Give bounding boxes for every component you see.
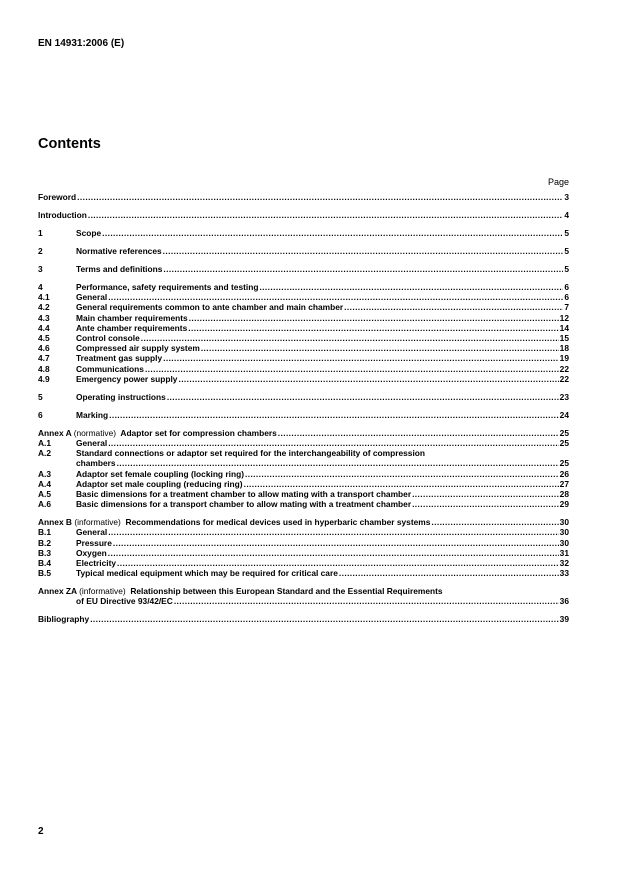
toc-entry-4-9[interactable]: [38, 374, 569, 384]
toc-entry-4-3[interactable]: [38, 313, 569, 323]
table-of-contents: [38, 192, 569, 625]
dot-leader: [163, 246, 564, 256]
toc-page-number: 39: [559, 614, 569, 625]
toc-entry-number: 4.5: [38, 333, 50, 344]
toc-page-number: 25: [559, 438, 569, 449]
toc-entry-6[interactable]: [38, 410, 569, 420]
toc-entry-number: 2: [38, 246, 43, 256]
toc-page-number: 28: [559, 489, 569, 500]
toc-entry-label: Oxygen: [76, 547, 107, 558]
page-column-label: Page: [547, 177, 569, 187]
toc-entry-label: General: [76, 438, 108, 449]
toc-entry-label: General: [76, 527, 108, 538]
dot-leader: [189, 313, 559, 323]
toc-page-number: 25: [559, 427, 569, 438]
toc-entry-label: Operating instructions: [76, 391, 166, 402]
dot-leader: [245, 469, 559, 479]
toc-entry-number: 4.1: [38, 292, 50, 303]
toc-entry-4-2[interactable]: [38, 302, 569, 312]
toc-entry-label: Electricity: [76, 558, 117, 569]
dot-leader: [117, 558, 559, 568]
toc-entry-label: Main chamber requirements: [76, 312, 188, 323]
toc-entry-number: A.5: [38, 489, 52, 500]
toc-entry-annex-za[interactable]: [38, 586, 569, 606]
toc-entry-label: [38, 517, 430, 527]
toc-page-number: 19: [559, 353, 569, 364]
toc-entry-label: Emergency power supply: [76, 373, 178, 384]
toc-page-number: 5: [564, 264, 569, 274]
toc-entry-number: A.1: [38, 438, 52, 449]
toc-entry-label: Performance, safety requirements and testing: [76, 282, 259, 292]
dot-leader: [278, 428, 559, 438]
dot-leader: [174, 596, 559, 606]
dot-leader: [412, 499, 559, 509]
toc-page-number: 5: [564, 228, 569, 238]
annex-prefix: Annex A: [38, 427, 72, 438]
toc-page-number: 6: [564, 282, 569, 292]
toc-entry-label: Normative references: [76, 246, 162, 256]
dot-leader: [141, 333, 559, 343]
toc-entry-label-line1: Standard connections or adaptor set required for the interchangeability of compression: [76, 448, 426, 459]
toc-entry-4-8[interactable]: [38, 364, 569, 374]
toc-page-number: 5: [564, 246, 569, 256]
dot-leader: [163, 353, 559, 363]
toc-page-number: 4: [564, 210, 569, 220]
toc-entry-label: Ante chamber requirements: [76, 322, 188, 333]
toc-entry-label: Scope: [76, 228, 102, 238]
toc-page-number: 36: [559, 596, 569, 607]
toc-page-number: 26: [559, 468, 569, 479]
dot-leader: [178, 374, 558, 384]
page-title: Contents: [38, 136, 101, 152]
toc-entry-label: Treatment gas supply: [76, 353, 163, 364]
toc-entry-bibliography[interactable]: [38, 614, 569, 624]
toc-entry-label: Pressure: [76, 537, 112, 548]
toc-entry-label-line2: chambers: [76, 458, 116, 469]
toc-page-number: 14: [559, 322, 569, 333]
toc-page-number: 18: [559, 343, 569, 354]
toc-page-number: 22: [559, 363, 569, 374]
toc-page-number: 12: [559, 312, 569, 323]
toc-entry-foreword[interactable]: [38, 192, 569, 202]
toc-entry-number: B.5: [38, 568, 52, 579]
toc-entry-3[interactable]: [38, 264, 569, 274]
document-header: EN 14931:2006 (E): [38, 38, 125, 49]
toc-page-number: 30: [559, 537, 569, 548]
toc-entry-number: B.1: [38, 527, 52, 538]
toc-entry-4-4[interactable]: [38, 323, 569, 333]
toc-page-number: 7: [564, 302, 569, 313]
dot-leader: [167, 392, 559, 402]
annex-type: (normative): [73, 427, 117, 438]
toc-page-number: 32: [559, 558, 569, 569]
toc-entry-number: A.2: [38, 448, 52, 459]
toc-entry-label: Marking: [76, 409, 109, 420]
dot-leader: [412, 489, 559, 499]
toc-entry-label: Foreword: [38, 192, 77, 202]
toc-entry-4-1[interactable]: [38, 292, 569, 302]
toc-entry-b-4[interactable]: [38, 558, 569, 568]
toc-page-number: 23: [559, 391, 569, 402]
toc-page-number: 31: [559, 547, 569, 558]
dot-leader: [88, 210, 563, 220]
toc-entry-a-4[interactable]: [38, 479, 569, 489]
toc-entry-number: B.3: [38, 547, 52, 558]
toc-page-number: 6: [564, 292, 569, 303]
dot-leader: [102, 228, 563, 238]
annex-prefix: Annex ZA: [38, 586, 77, 597]
toc-entry-number: 1: [38, 228, 43, 238]
toc-entry-number: B.4: [38, 558, 52, 569]
toc-entry-number: 4.9: [38, 373, 50, 384]
dot-leader: [108, 548, 559, 558]
toc-entry-a-5[interactable]: [38, 489, 569, 499]
toc-entry-label: Introduction: [38, 210, 87, 220]
dot-leader: [344, 302, 563, 312]
toc-entry-a-3[interactable]: [38, 469, 569, 479]
toc-page-number: 3: [564, 192, 569, 202]
toc-entry-a-1[interactable]: [38, 438, 569, 448]
toc-entry-label: Basic dimensions for a treatment chamber to allow mating with a transport chamber: [76, 489, 412, 500]
toc-entry-label: Communications: [76, 363, 144, 374]
toc-entry-label: [38, 428, 277, 438]
toc-entry-label: Adaptor set female coupling (locking ring): [76, 468, 244, 479]
toc-entry-label: General requirements common to ante chamber and main chamber: [76, 302, 344, 313]
toc-page-number: 29: [559, 499, 569, 510]
annex-title: Adaptor set for compression chambers: [120, 427, 277, 438]
toc-entry-number: A.4: [38, 478, 52, 489]
toc-page-number: 15: [559, 333, 569, 344]
toc-entry-number: 4.8: [38, 363, 50, 374]
dot-leader: [244, 479, 559, 489]
toc-entry-number: A.3: [38, 468, 52, 479]
annex-type: (informative): [79, 586, 126, 597]
toc-entry-4-6[interactable]: [38, 343, 569, 353]
dot-leader: [259, 282, 563, 292]
annex-type: (informative): [74, 517, 121, 528]
toc-entry-number: 4.2: [38, 302, 50, 313]
dot-leader: [113, 538, 559, 548]
toc-entry-4[interactable]: [38, 282, 569, 292]
toc-entry-label: Compressed air supply system: [76, 343, 200, 354]
toc-entry-label: Control console: [76, 333, 140, 344]
toc-entry-label-line1: [38, 586, 569, 596]
toc-entry-label-line2: of EU Directive 93/42/EC: [76, 596, 173, 607]
dot-leader: [108, 527, 558, 537]
toc-entry-b-3[interactable]: [38, 548, 569, 558]
toc-entry-b-5[interactable]: [38, 568, 569, 578]
dot-leader: [431, 517, 558, 527]
dot-leader: [108, 438, 558, 448]
toc-entry-label: Terms and definitions: [76, 264, 163, 274]
toc-entry-1[interactable]: [38, 228, 569, 238]
dot-leader: [90, 614, 558, 624]
dot-leader: [109, 410, 559, 420]
toc-entry-number: 4: [38, 282, 43, 292]
dot-leader: [201, 343, 559, 353]
dot-leader: [339, 568, 559, 578]
dot-leader: [145, 364, 559, 374]
toc-entry-number: 6: [38, 409, 43, 420]
toc-entry-number: 3: [38, 264, 43, 274]
toc-entry-number: B.2: [38, 537, 52, 548]
toc-entry-label: Typical medical equipment which may be required for critical care: [76, 568, 338, 579]
toc-entry-number: 4.4: [38, 322, 50, 333]
dot-leader: [108, 292, 563, 302]
page-number: 2: [38, 826, 44, 837]
toc-entry-b-2[interactable]: [38, 538, 569, 548]
toc-entry-number: 4.6: [38, 343, 50, 354]
toc-entry-4-7[interactable]: [38, 353, 569, 363]
annex-prefix: Annex B: [38, 517, 72, 528]
toc-entry-a-2[interactable]: [38, 448, 569, 468]
dot-leader: [163, 264, 563, 274]
toc-page-number: 27: [559, 478, 569, 489]
annex-title: Relationship between this European Standard and the Essential Requirements: [130, 586, 443, 597]
toc-entry-label: Basic dimensions for a transport chamber to allow mating with a treatment chamber: [76, 499, 412, 510]
toc-entry-2[interactable]: [38, 246, 569, 256]
toc-entry-annex-a[interactable]: [38, 428, 569, 438]
toc-entry-number: 4.3: [38, 312, 50, 323]
toc-entry-label: Bibliography: [38, 614, 90, 625]
dot-leader: [117, 458, 559, 468]
toc-entry-number: 4.7: [38, 353, 50, 364]
toc-entry-number: 5: [38, 391, 43, 402]
toc-entry-number: A.6: [38, 499, 52, 510]
toc-page-number: 22: [559, 373, 569, 384]
toc-entry-label: Adaptor set male coupling (reducing ring): [76, 478, 243, 489]
toc-entry-introduction[interactable]: [38, 210, 569, 220]
toc-entry-4-5[interactable]: [38, 333, 569, 343]
annex-title: Recommendations for medical devices used in hyperbaric chamber systems: [125, 517, 431, 528]
toc-entry-a-6[interactable]: [38, 499, 569, 509]
toc-entry-label: General: [76, 292, 108, 303]
dot-leader: [77, 192, 563, 202]
toc-page-number: 25: [559, 458, 569, 469]
toc-page-number: 30: [559, 517, 569, 528]
toc-page-number: 24: [559, 409, 569, 420]
dot-leader: [188, 323, 558, 333]
toc-entry-b-1[interactable]: [38, 527, 569, 537]
toc-entry-annex-b[interactable]: [38, 517, 569, 527]
toc-page-number: 33: [559, 568, 569, 579]
toc-entry-5[interactable]: [38, 392, 569, 402]
toc-page-number: 30: [559, 527, 569, 538]
